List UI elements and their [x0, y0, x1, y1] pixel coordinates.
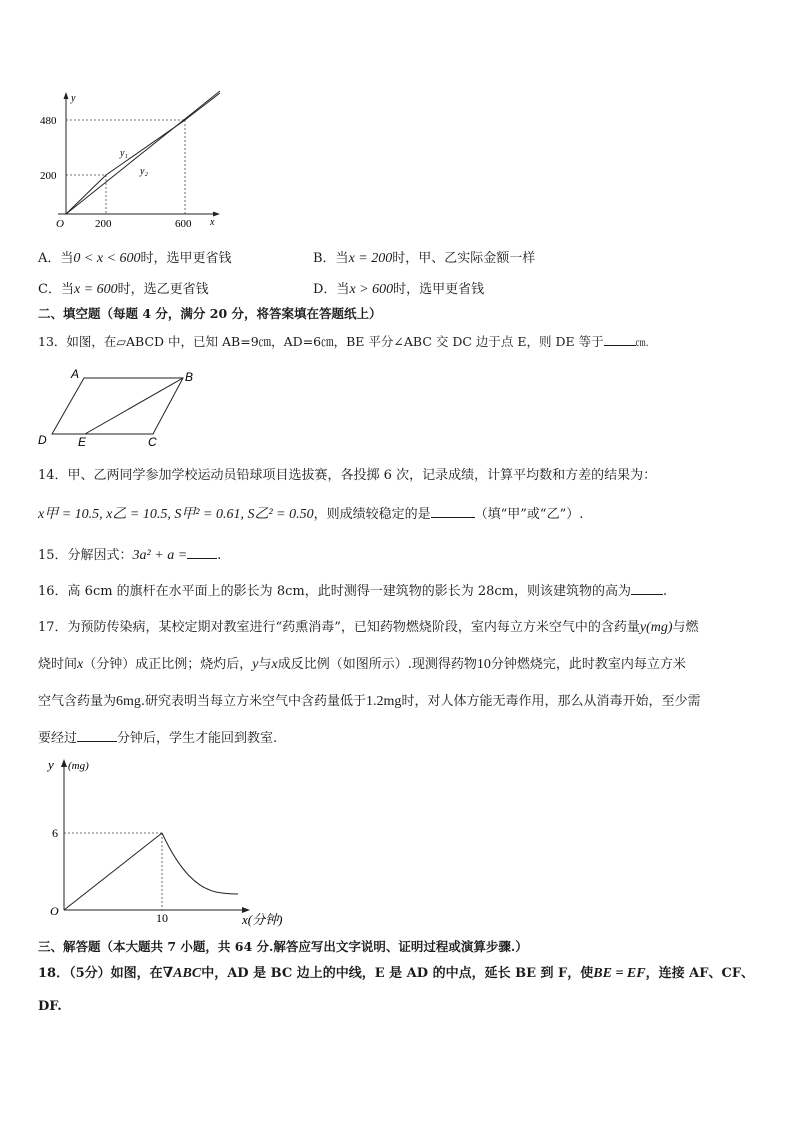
- y-tick-6: 6: [52, 826, 58, 840]
- q18-line2: DF.: [38, 999, 62, 1014]
- q12-options-row1: [38, 250, 232, 268]
- line-y1-label: y₁: [120, 148, 128, 159]
- line-y2-label: y₂: [140, 166, 148, 177]
- option-d: D．当x > 600时，选甲更省钱: [313, 282, 485, 297]
- proportional-segment: [64, 833, 162, 910]
- q14-line1: 14．甲、乙两同学参加学校运动员铅球项目选拔赛，各投掷 6 次，记录成绩，计算平均数和方差的结果为：: [38, 468, 657, 483]
- parallelogram-ABCD: [52, 378, 183, 434]
- y-axis-unit: (mg): [68, 760, 89, 772]
- x-axis-label: x(分钟): [242, 912, 283, 927]
- origin-label: O: [50, 904, 59, 918]
- q17-blank: [77, 729, 117, 742]
- q13-blank: [604, 333, 636, 346]
- x-axis-arrow: [213, 212, 220, 217]
- q18-line1: 18．（5分）如图，在∇ABC中，AD 是 BC 边上的中线，E 是 AD 的中点，延长 BE 到 F，使BE = EF，连接 AF、CF、: [38, 966, 755, 981]
- q12-graph: [38, 88, 238, 238]
- x-tick-10: 10: [156, 911, 168, 925]
- origin-label: O: [56, 218, 64, 230]
- label-C: C: [148, 435, 157, 448]
- y-axis-label: y: [71, 93, 76, 104]
- label-B: B: [185, 370, 194, 384]
- q16-text: 16．高 6cm 的旗杆在水平面上的影长为 8cm，此时测得一建筑物的影长为 28cm，则该建筑物的高为 .: [38, 584, 668, 599]
- y-tick-480: 480: [40, 115, 57, 127]
- inverse-curve: [162, 833, 238, 894]
- q17-line4: 要经过 分钟后，学生才能回到教室.: [38, 731, 278, 746]
- option-b: B．当x = 200时，甲、乙实际金额一样: [313, 251, 536, 266]
- y-axis-label: y: [48, 757, 54, 772]
- x-tick-200: 200: [95, 218, 112, 230]
- q13-parallelogram: [38, 366, 213, 448]
- option-c: C．当x = 600时，选乙更省钱: [38, 282, 209, 297]
- section2-heading: 二、填空题（每题 4 分，满分 20 分，将答案填在答题纸上）: [38, 306, 382, 321]
- y-axis-arrow: [64, 92, 69, 99]
- label-A: A: [71, 367, 80, 381]
- line-y2: [66, 91, 220, 214]
- q17-line2: 烧时间x（分钟）成正比例；烧灼后，y与x成反比例（如图所示）.现测得药物10分钟燃烧完，此时教室内每立方米: [38, 657, 686, 672]
- q16-blank: [631, 582, 663, 595]
- label-D: D: [38, 433, 47, 447]
- q15-text: 15．分解因式：3a² + a = .: [38, 548, 222, 563]
- q14-blank: [431, 505, 475, 518]
- q14-formula: x甲 = 10.5, x乙 = 10.5, S甲² = 0.61, S乙² = 0.50: [38, 507, 314, 522]
- q17-line3: 空气含药量为6mg.研究表明当每立方米空气中含药量低于1.2mg时，对人体方能无毒作用，那么从消毒开始，至少需: [38, 694, 701, 709]
- q14-line2: x甲 = 10.5, x乙 = 10.5, S甲² = 0.61, S乙² = 0.50，则成绩较稳定的是 （填“甲”或“乙”）.: [38, 507, 584, 522]
- section3-heading: 三、解答题（本大题共 7 小题，共 64 分.解答应写出文字说明、证明过程或演算步骤.）: [38, 939, 528, 954]
- option-a: A．当0 < x < 600时，选甲更省钱: [38, 251, 232, 266]
- x-tick-600: 600: [175, 218, 192, 230]
- q17-line1: 17．为预防传染病，某校定期对教室进行“药熏消毒”，已知药物燃烧阶段，室内每立方米空气中的含药量y(mg)与燃: [38, 620, 699, 635]
- q13-text: 13．如图，在▱ABCD 中，已知 AB=9㎝，AD=6㎝，BE 平分∠ABC 交 DC 边于点 E，则 DE 等于 ㎝.: [38, 334, 649, 349]
- y-tick-200: 200: [40, 170, 57, 182]
- q17-graph: [38, 754, 298, 932]
- q15-blank: [187, 546, 217, 559]
- x-axis-label: x: [210, 217, 215, 228]
- label-E: E: [78, 435, 87, 448]
- y-axis-arrow: [61, 759, 67, 767]
